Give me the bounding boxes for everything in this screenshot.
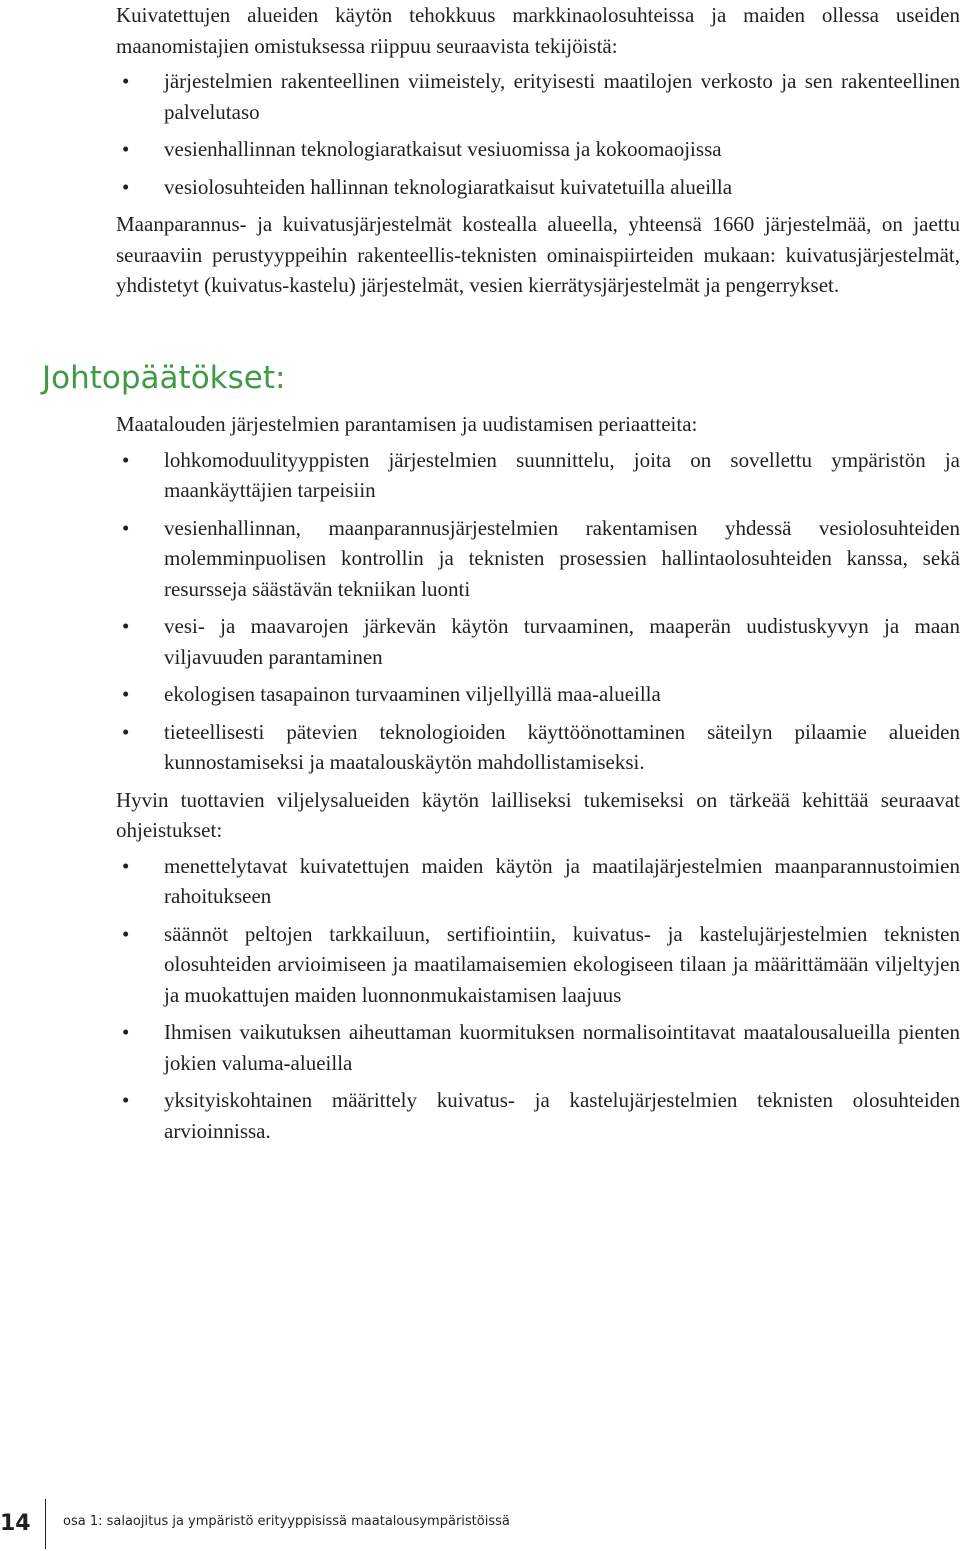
bullet-icon: • [122, 719, 130, 744]
systems-paragraph: Maanparannus- ja kuivatusjärjestelmät kostealla alueella, yhteensä 1660 järjestelmää, on jaettu seuraaviin perustyyppeihin rakenteellis-teknisten ominaispiirteiden mukaan: kuivatusjärjestelmät, yhdistetyt (kuivatus-kastelu) järjestelmät, vesien kierrätysjärjestelmät ja pengerrykset. [116, 212, 960, 297]
bullet-icon: • [122, 682, 130, 706]
list-item: • yksityiskohtainen määrittely kuivatus- ja kastelujärjestelmien teknisten olosuhteiden arvioinnissa. [116, 1085, 960, 1146]
page-footer [0, 1499, 960, 1551]
list-item: • Ihmisen vaikutuksen aiheuttaman kuormituksen normalisointitavat maatalousalueilla pienten jokien valuma-alueilla [116, 1017, 960, 1078]
list-item: • vesienhallinnan, maanparannusjärjestelmien rakentamisen yhdessä vesiolosuhteiden molemminpuolisen kontrollin ja teknisten prosessien hallintaolosuhteiden kanssa, sekä resursseja säästävän tekniikan luonti [116, 513, 960, 605]
section-1 [116, 0, 960, 306]
list-item: • ekologisen tasapainon turvaaminen viljellyillä maa-alueilla [116, 679, 960, 710]
bullet-icon: • [122, 69, 130, 93]
list-item: • lohkomoduulityyppisten järjestelmien suunnittelu, joita on sovellettu ympäristön ja maankäyttäjien tarpeisiin [116, 445, 960, 506]
intro-paragraph: Kuivatettujen alueiden käytön tehokkuus markkinaolosuhteissa ja maiden ollessa useiden maanomistajien omistuksessa riippuu seuraavista tekijöistä: [116, 3, 960, 58]
bullet-icon: • [122, 1088, 130, 1112]
running-footer-text: osa 1: salaojitus ja ympäristö erityyppisissä maatalousympäristöissä [63, 1514, 510, 1529]
guidelines-list [116, 851, 960, 1147]
bullet-icon: • [122, 137, 130, 161]
bullet-icon: • [122, 174, 130, 199]
bullet-icon: • [122, 515, 130, 540]
list-item: • säännöt peltojen tarkkailuun, sertifiointiin, kuivatus- ja kastelujärjestelmien teknisten olosuhteiden arvioimiseen ja maatilamaisemien ekologiseen tilaan ja määrittämään viljeltyjen ja muokattujen maiden luonnonmukaistamisen laajuus [116, 919, 960, 1011]
bullet-icon: • [122, 1020, 130, 1044]
list-item: • vesi- ja maavarojen järkevän käytön turvaaminen, maaperän uudistuskyvyn ja maan viljavuuden parantaminen [116, 611, 960, 672]
guidelines-intro: Hyvin tuottavien viljelysalueiden käytön lailliseksi tukemiseksi on tärkeää kehittää seuraavat ohjeistukset: [116, 787, 960, 842]
section-heading: Johtopäätökset: [42, 360, 286, 396]
list-item: • menettelytavat kuivatettujen maiden käytön ja maatilajärjestelmien maanparannustoimien rahoitukseen [116, 851, 960, 912]
list-item: • vesiolosuhteiden hallinnan teknologiaratkaisut kuivatetuilla alueilla [116, 172, 960, 203]
bullet-icon: • [122, 614, 130, 638]
list-item: • järjestelmien rakenteellinen viimeistely, erityisesti maatilojen verkosto ja sen rakenteellinen palvelutaso [116, 66, 960, 127]
bullet-icon: • [122, 921, 130, 946]
page-number: 14 [0, 1511, 31, 1536]
bullet-icon: • [122, 853, 130, 878]
factor-list [116, 66, 960, 202]
bullet-icon: • [122, 447, 130, 472]
section-2 [116, 409, 960, 1153]
principles-list [116, 445, 960, 778]
list-item: • vesienhallinnan teknologiaratkaisut vesiuomissa ja kokoomaojissa [116, 134, 960, 165]
list-item: • tieteellisesti pätevien teknologioiden käyttöönottaminen säteilyn pilaamie alueiden kunnostamiseksi ja maatalouskäytön mahdollistamiseksi. [116, 717, 960, 778]
footer-divider [45, 1499, 46, 1549]
principles-intro: Maatalouden järjestelmien parantamisen ja uudistamisen periaatteita: [116, 412, 698, 436]
